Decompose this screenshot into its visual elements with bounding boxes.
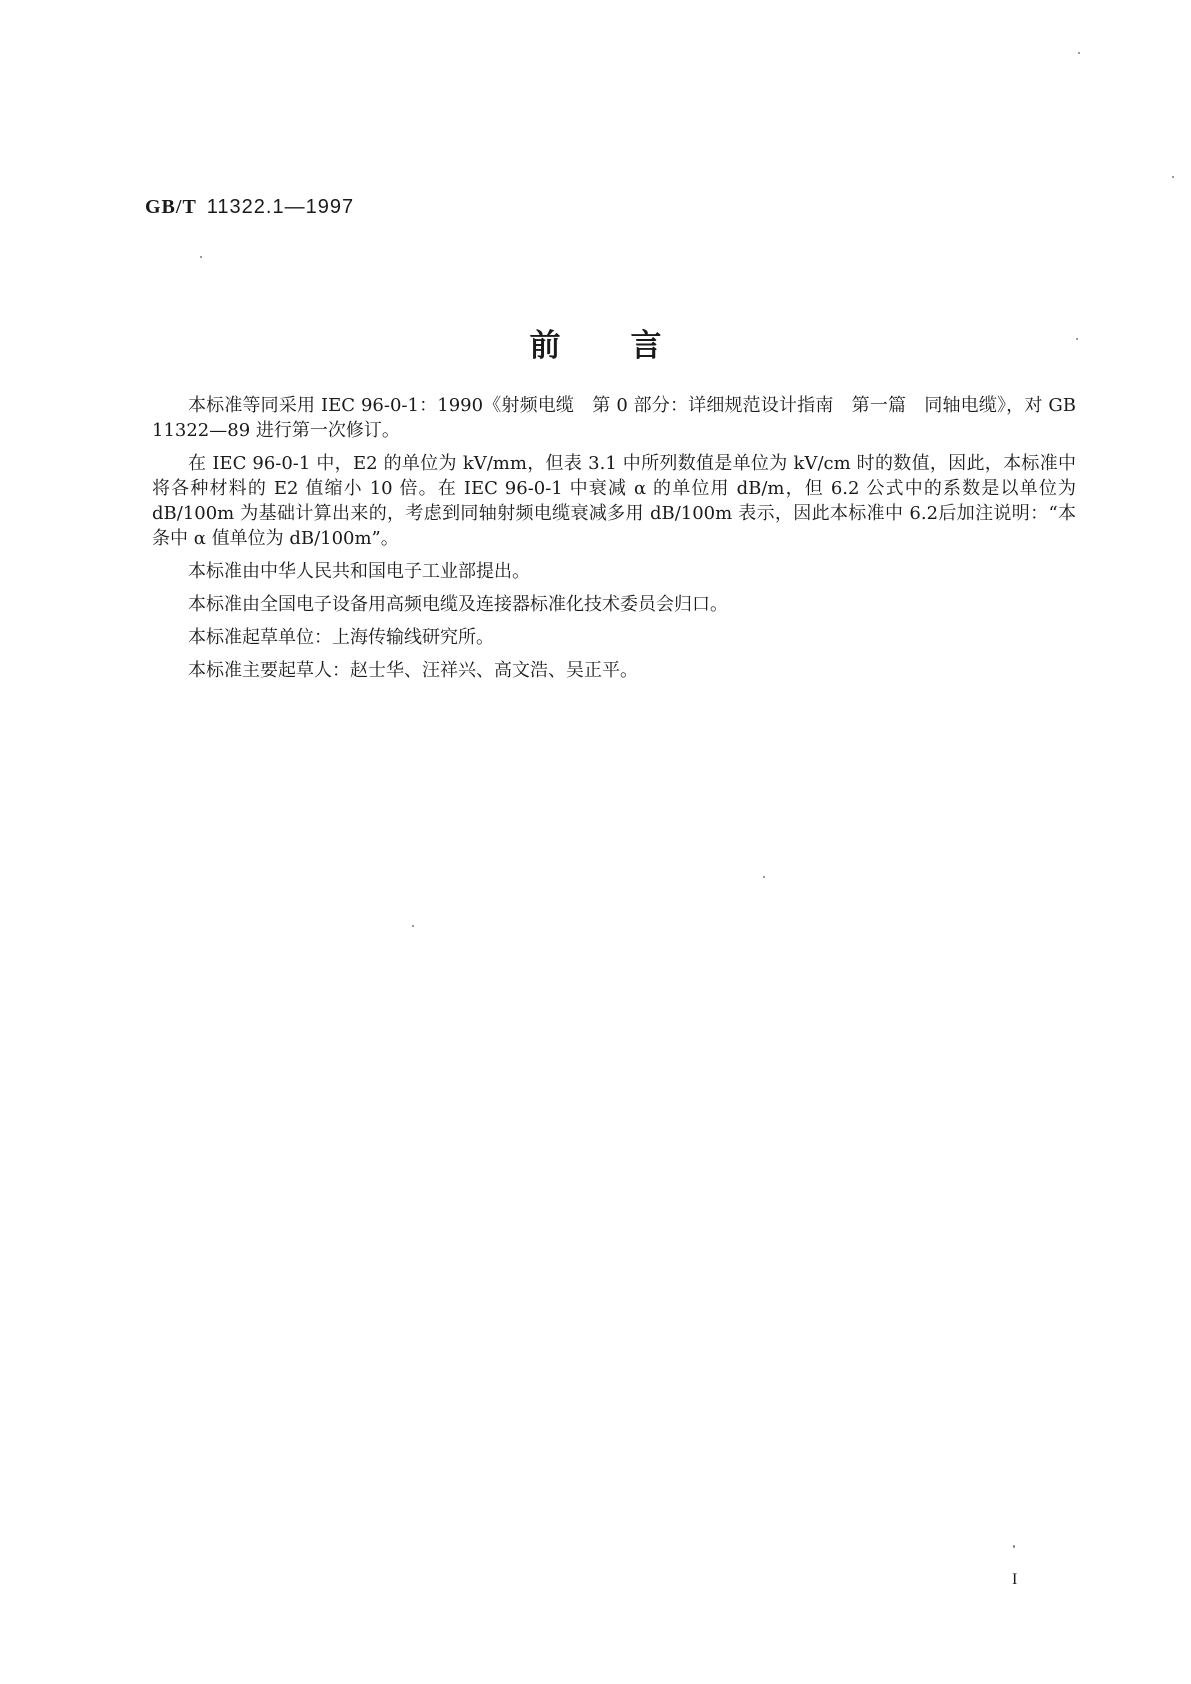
paragraph-drafters: 本标准主要起草人：赵士华、汪祥兴、高文浩、吴正平。 — [188, 660, 638, 681]
standard-prefix: GB/T — [145, 196, 197, 218]
standard-number: 11322.1—1997 — [206, 196, 355, 218]
scan-speck — [412, 925, 414, 927]
paragraph-committee: 本标准由全国电子设备用高频电缆及连接器标准化技术委员会归口。 — [188, 594, 728, 615]
page-number: I — [1012, 1571, 1018, 1588]
paragraph-units-note: 在 IEC 96-0-1 中，E2 的单位为 kV/mm，但表 3.1 中所列数值是单位为 kV/cm 时的数值，因此，本标准中将各种材料的 E2 值缩小 10 倍。在 IEC 96-0-1 中衰减 α 的单位用 dB/m，但 6.2 公式中的系数是以单位为 dB/100m 为基础计算出来的，考虑到同轴射频电缆衰减多用 dB/100m 表示，因此本标准中 6.2后加注说明：“本条中 α 值单位为 dB/100m”。 — [152, 453, 1076, 549]
scan-speck — [1078, 52, 1080, 54]
page-title: 前言 — [529, 328, 732, 364]
scan-speck — [200, 256, 202, 258]
paragraph-drafting-unit: 本标准起草单位：上海传输线研究所。 — [188, 627, 494, 648]
scan-speck — [1076, 338, 1078, 340]
foreword-body — [152, 393, 1076, 691]
scan-speck — [1172, 176, 1174, 178]
scan-speck — [1013, 1545, 1015, 1548]
paragraph-proposer: 本标准由中华人民共和国电子工业部提出。 — [188, 561, 530, 582]
standard-code — [145, 196, 354, 219]
paragraph-adoption: 本标准等同采用 IEC 96-0-1：1990《射频电缆 第 0 部分：详细规范设计指南 第一篇 同轴电缆》，对 GB 11322—89 进行第一次修订。 — [152, 395, 1076, 441]
scan-speck — [763, 876, 765, 878]
